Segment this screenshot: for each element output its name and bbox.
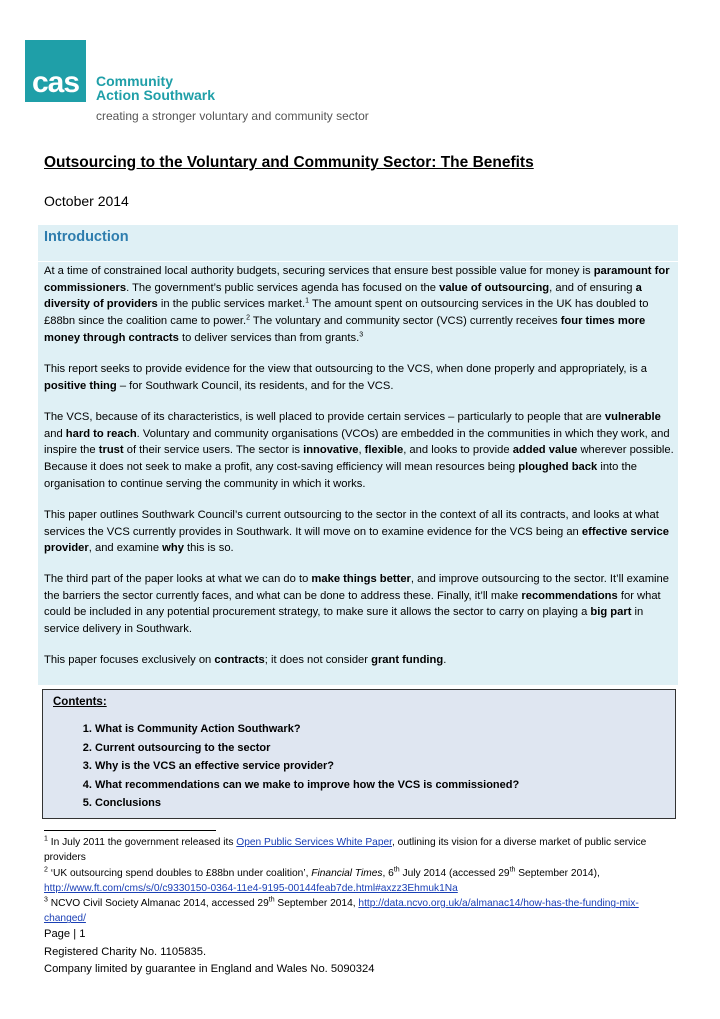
intro-paragraph-5: The third part of the paper looks at what we can do to make things better, and improve outsourcing to the sector. It’ll examine the barriers the sector currently faces, and what can be done to address these. Finally, it’ll make recommendations for what could be included in any potential procurement strategy, to make sure it allows the sector to carry on playing a big part in service delivery in Southwark. xyxy=(44,573,669,636)
footnote-separator xyxy=(44,830,216,831)
contents-item: 5. Conclusions xyxy=(95,794,519,813)
contents-box xyxy=(42,689,676,819)
contents-list xyxy=(67,720,519,813)
contents-item: 1. What is Community Action Southwark? xyxy=(95,720,519,739)
footnote-3: $^3$ NCVO Civil Society Almanac 2014, accessed 29th September 2014, http://data.ncvo.org.uk/a/almanac14/how-has-the-funding-mix-changed/ xyxy=(44,896,639,925)
footnote-3-link[interactable]: http://data.ncvo.org.uk/a/almanac14/how-has-the-funding-mix-changed/ xyxy=(44,898,639,925)
intro-paragraph-2: This report seeks to provide evidence for the view that outsourcing to the VCS, when done properly and appropriately, is a positive thing – for Southwark Council, its residents, and for the VCS. xyxy=(44,363,648,392)
introduction-divider xyxy=(38,261,678,262)
footnote-2-link[interactable]: http://www.ft.com/cms/s/0/c9330150-0364-11e4-9195-00144feab7de.html#axzz3Ehmuk1Na xyxy=(44,882,458,894)
footnote-1: $^1$ In July 2011 the government released its Open Public Services White Paper, outlining its vision for a diverse market of public service providers xyxy=(44,835,647,864)
intro-paragraph-4: This paper outlines Southwark Council’s current outsourcing to the sector in the context of all its contracts, and looks at what services the VCS currently provides in Southwark. It will move on to examine evidence for the VCS being an effective service provider, and examine why this is so. xyxy=(44,509,669,555)
page-footer xyxy=(44,926,374,979)
page-number: Page | 1 xyxy=(44,928,86,940)
contents-heading: Contents: xyxy=(53,696,107,708)
charity-number: Registered Charity No. 1105835. xyxy=(44,945,207,958)
document-date: October 2014 xyxy=(44,193,129,209)
organisation-name-line2: Action Southwark xyxy=(96,87,216,103)
logo-mark xyxy=(25,40,86,102)
organisation-name-line1: Community xyxy=(96,73,173,89)
footnote-1-link[interactable]: Open Public Services White Paper xyxy=(236,837,393,848)
logo-mark-text: cas xyxy=(31,66,80,99)
organisation-name xyxy=(96,74,215,102)
contents-item: 3. Why is the VCS an effective service provider? xyxy=(95,757,519,776)
introduction-heading: Introduction xyxy=(44,229,129,245)
contents-item: 4. What recommendations can we make to improve how the VCS is commissioned? xyxy=(95,776,519,795)
logo-tagline: creating a stronger voluntary and community sector xyxy=(96,109,369,123)
footnotes xyxy=(44,835,678,927)
company-number: Company limited by guarantee in England and Wales No. 5090324 xyxy=(44,963,375,975)
contents-item: 2. Current outsourcing to the sector xyxy=(95,739,519,758)
intro-paragraph-1: At a time of constrained local authority budgets, securing services that ensure best possible value for money is paramount for commissioners. The government’s public services agenda has focused on the value of outsourcing, and of ensuring a diversity of providers in the public services market.$^1$ The amount spent on outsourcing services in the UK has doubled to £88bn since the coalition came to power.$^2$ The voluntary and community sector (VCS) currently receives four times more money through contracts to deliver services than from grants.$^3$ xyxy=(44,265,670,344)
intro-paragraph-3: The VCS, because of its characteristics, is well placed to provide certain services – particularly to people that are vulnerable and hard to reach. Voluntary and community organisations (VCOs) are embedded in the communities in which they work, and inspire the trust of their service users. The sector is innovative, flexible, and looks to provide added value wherever possible. Because it does not seek to make a profit, any cost-saving efficiency will mean resources being ploughed back into the organisation to continue serving the community in which it works. xyxy=(44,411,674,490)
document-title: Outsourcing to the Voluntary and Community Sector: The Benefits xyxy=(44,154,534,171)
footnote-2: $^2$ ‘UK outsourcing spend doubles to £88bn under coalition’, Financial Times, 6th July 2014 (accessed 29th September 2014), http://www.ft.com/cms/s/0/c9330150-0364-11e4-9195-00144feab7de.html#axzz3Ehmuk1Na xyxy=(44,866,600,894)
introduction-section xyxy=(38,225,678,685)
intro-paragraph-6: This paper focuses exclusively on contracts; it does not consider grant funding. xyxy=(44,654,447,666)
